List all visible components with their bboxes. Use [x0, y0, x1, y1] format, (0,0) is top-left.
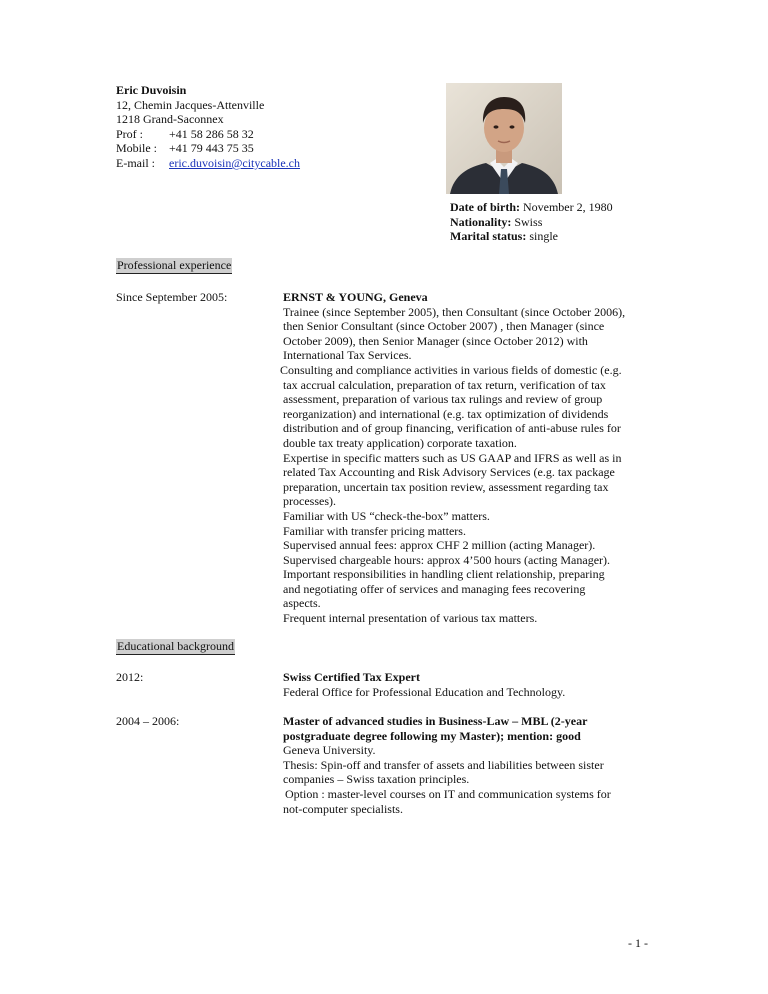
experience-line: reorganization) and international (e.g. tax optimization of dividends	[283, 406, 609, 421]
education-line: Geneva University.	[283, 743, 376, 758]
nationality	[450, 215, 613, 230]
dob-label: Date of birth:	[450, 200, 520, 214]
experience-line: assessment, preparation of various tax rulings and review of group	[283, 392, 603, 407]
experience-line: Trainee (since September 2005), then Consultant (since October 2006),	[283, 304, 626, 319]
experience-line: Supervised annual fees: approx CHF 2 million (acting Manager).	[283, 538, 596, 553]
experience-line: International Tax Services.	[283, 348, 412, 363]
education-line: Federal Office for Professional Education and Technology.	[283, 684, 566, 699]
education-line: companies – Swiss taxation principles.	[283, 772, 470, 787]
education-line: Option : master-level courses on IT and communication systems for	[285, 786, 611, 801]
experience-line: Frequent internal presentation of various tax matters.	[283, 611, 538, 626]
section-heading-education: Educational background	[117, 639, 234, 653]
experience-line: distribution and of group financing, verification of anti-abuse rules for	[283, 421, 621, 436]
contact-prof	[116, 127, 300, 142]
experience-line: Expertise in specific matters such as US GAAP and IFRS as well as in	[283, 450, 622, 465]
section-heading-experience: Professional experience	[117, 258, 232, 272]
education-title: Swiss Certified Tax Expert	[283, 670, 421, 684]
contact-email	[116, 156, 300, 171]
employer-name: ERNST & YOUNG, Geneva	[283, 290, 428, 304]
experience-line: tax accrual calculation, preparation of tax return, verification of tax	[283, 377, 606, 392]
page-number: - 1 -	[628, 936, 648, 950]
candidate-name: Eric Duvoisin	[116, 83, 187, 97]
experience-line: aspects.	[283, 596, 321, 611]
contact-value: +41 58 286 58 32	[169, 126, 254, 141]
experience-line: double tax treaty application) corporate taxation.	[283, 435, 517, 450]
experience-line: and negotiating offer of services and managing fees recovering	[283, 581, 586, 596]
experience-line: preparation, uncertain tax position review, assessment regarding tax	[283, 479, 609, 494]
contact-mobile	[116, 141, 300, 156]
contact-label: E-mail :	[116, 155, 155, 170]
date-of-birth	[450, 200, 613, 215]
education-title: Master of advanced studies in Business-Law – MBL (2-year	[283, 714, 588, 728]
portrait-photo	[446, 83, 562, 194]
experience-content	[280, 290, 655, 626]
contact-value: +41 79 443 75 35	[169, 141, 254, 156]
experience-date: Since September 2005:	[116, 290, 228, 304]
education-entry	[283, 670, 655, 699]
experience-line: Important responsibilities in handling client relationship, preparing	[283, 567, 605, 582]
education-date: 2004 – 2006:	[116, 714, 180, 728]
experience-line: October 2009), then Senior Manager (since October 2012) with	[283, 333, 588, 348]
education-title: postgraduate degree following my Master); mention: good	[283, 728, 581, 743]
experience-line: Supervised chargeable hours: approx 4’500 hours (acting Manager).	[283, 552, 611, 567]
address-line-1: 12, Chemin Jacques-Attenville	[116, 97, 265, 112]
experience-line: processes).	[283, 494, 336, 509]
nationality-value: Swiss	[511, 214, 543, 229]
personal-details	[450, 200, 613, 244]
marital-label: Marital status:	[450, 229, 527, 244]
address-line-2: 1218 Grand-Saconnex	[116, 112, 224, 127]
education-entry	[283, 714, 655, 816]
experience-line: Consulting and compliance activities in various fields of domestic (e.g.	[280, 362, 622, 377]
experience-line: related Tax Accounting and Risk Advisory Services (e.g. tax package	[283, 465, 615, 480]
dob-value: November 2, 1980	[519, 200, 613, 214]
education-date: 2012:	[116, 670, 144, 684]
marital-status	[450, 229, 613, 244]
contact-block	[116, 83, 300, 171]
email-link[interactable]: eric.duvoisin@citycable.ch	[169, 155, 301, 170]
contact-label: Prof :	[116, 126, 143, 141]
experience-line: Familiar with US “check-the-box” matters.	[283, 508, 490, 523]
portrait-illustration	[446, 83, 562, 194]
contact-label: Mobile :	[116, 141, 157, 156]
experience-line: Familiar with transfer pricing matters.	[283, 523, 466, 538]
nationality-label: Nationality:	[450, 214, 512, 229]
experience-line: then Senior Consultant (since October 2007) , then Manager (since	[283, 319, 605, 334]
education-line: not-computer specialists.	[283, 801, 403, 816]
education-line: Thesis: Spin-off and transfer of assets and liabilities between sister	[283, 757, 604, 772]
marital-value: single	[526, 229, 558, 244]
